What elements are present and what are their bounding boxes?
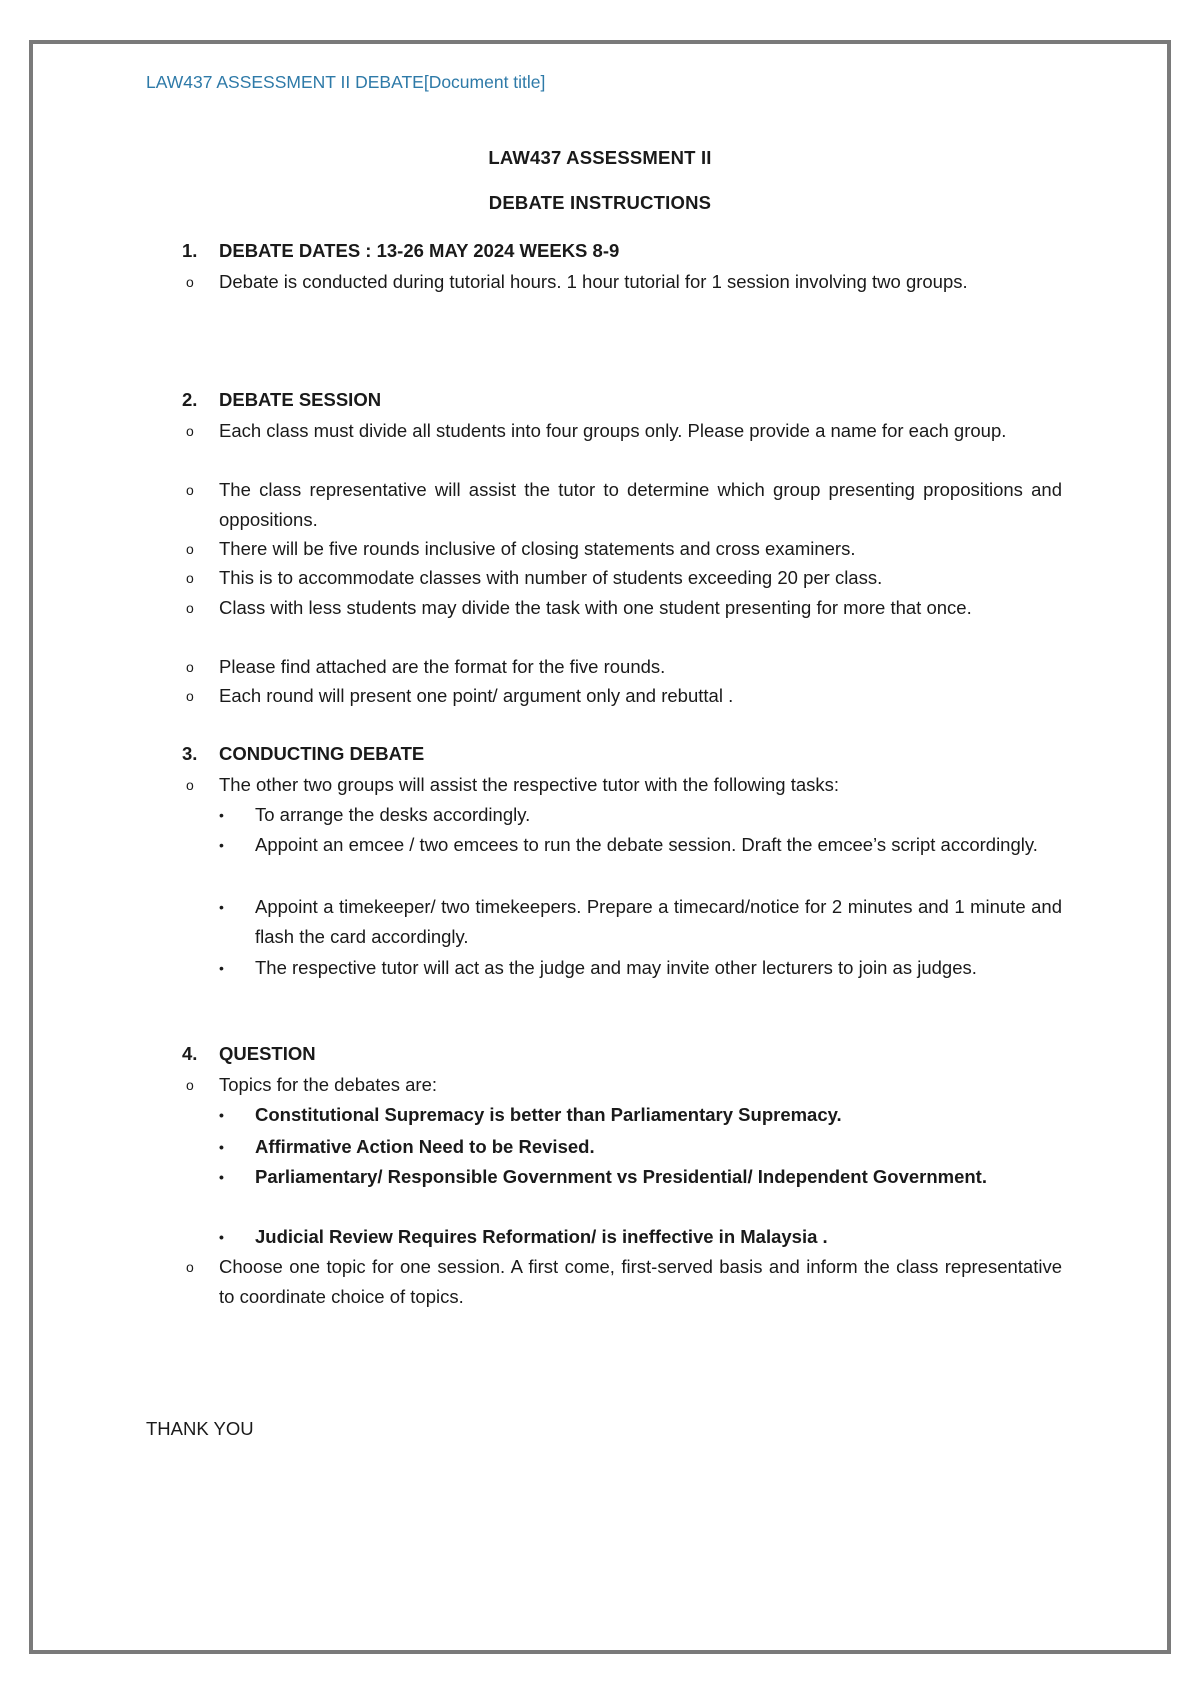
list-item: o Topics for the debates are:	[182, 1070, 1062, 1100]
section-title: DEBATE SESSION	[219, 389, 382, 410]
list-item: o This is to accommodate classes with number of students exceeding 20 per class.	[182, 563, 1062, 593]
debate-topic: • Judicial Review Requires Reformation/ is ineffective in Malaysia .	[218, 1222, 1062, 1252]
section-number: 1.	[182, 240, 198, 261]
hollow-bullet-icon: o	[186, 777, 194, 793]
section-title: CONDUCTING DEBATE	[219, 743, 425, 764]
section-number: 4.	[182, 1043, 198, 1064]
list-item: o There will be five rounds inclusive of closing statements and cross examiners.	[182, 534, 1062, 564]
list-item: o Choose one topic for one session. A first come, first-served basis and inform the class representative to coordinate choice of topics.	[182, 1252, 1062, 1312]
hollow-bullet-icon: o	[186, 274, 194, 290]
list-item: o Each round will present one point/ argument only and rebuttal .	[182, 681, 1062, 711]
list-item: o Debate is conducted during tutorial hours. 1 hour tutorial for 1 session involving two groups.	[182, 267, 1062, 297]
section-number: 3.	[182, 743, 198, 764]
hollow-bullet-icon: o	[186, 688, 194, 704]
debate-topic: • Affirmative Action Need to be Revised.	[218, 1132, 1062, 1162]
sub-list-item: • To arrange the desks accordingly.	[218, 800, 1062, 830]
section-4-heading	[182, 1043, 316, 1065]
bullet-icon: •	[219, 1139, 224, 1155]
hollow-bullet-icon: o	[186, 570, 194, 586]
hollow-bullet-icon: o	[186, 541, 194, 557]
document-header: LAW437 ASSESSMENT II DEBATE[Document title]	[146, 72, 546, 92]
section-3-heading	[182, 743, 424, 765]
section-title: QUESTION	[219, 1043, 316, 1064]
hollow-bullet-icon: o	[186, 423, 194, 439]
sub-list-item: • The respective tutor will act as the judge and may invite other lecturers to join as judges.	[218, 953, 1062, 983]
bullet-icon: •	[219, 1107, 224, 1123]
list-item: o Each class must divide all students into four groups only. Please provide a name for each group.	[182, 416, 1062, 446]
document-title: LAW437 ASSESSMENT II	[488, 147, 712, 168]
hollow-bullet-icon: o	[186, 1077, 194, 1093]
hollow-bullet-icon: o	[186, 1259, 194, 1275]
hollow-bullet-icon: o	[186, 600, 194, 616]
bullet-icon: •	[219, 807, 224, 823]
bullet-icon: •	[219, 899, 224, 915]
hollow-bullet-icon: o	[186, 482, 194, 498]
sub-list-item: • Appoint an emcee / two emcees to run the debate session. Draft the emcee’s script accordingly.	[218, 830, 1062, 860]
bullet-icon: •	[219, 837, 224, 853]
list-item: o Please find attached are the format for the five rounds.	[182, 652, 1062, 682]
debate-topic: • Parliamentary/ Responsible Government vs Presidential/ Independent Government.	[218, 1162, 1062, 1192]
hollow-bullet-icon: o	[186, 659, 194, 675]
debate-topic: • Constitutional Supremacy is better than Parliamentary Supremacy.	[218, 1100, 1062, 1130]
list-item: o Class with less students may divide the task with one student presenting for more that once.	[182, 593, 1062, 623]
bullet-icon: •	[219, 1169, 224, 1185]
bullet-icon: •	[219, 1229, 224, 1245]
closing-text: THANK YOU	[146, 1418, 254, 1439]
list-item: o The class representative will assist the tutor to determine which group presenting propositions and oppositions.	[182, 475, 1062, 535]
list-item: o The other two groups will assist the respective tutor with the following tasks:	[182, 770, 1062, 800]
bullet-icon: •	[219, 960, 224, 976]
document-subtitle: DEBATE INSTRUCTIONS	[488, 192, 712, 213]
section-2-heading	[182, 389, 381, 411]
sub-list-item: • Appoint a timekeeper/ two timekeepers. Prepare a timecard/notice for 2 minutes and 1 minute and flash the card accordingly.	[218, 892, 1062, 952]
section-title: DEBATE DATES : 13-26 MAY 2024 WEEKS 8-9	[219, 240, 620, 261]
section-1-heading	[182, 240, 619, 262]
section-number: 2.	[182, 389, 198, 410]
